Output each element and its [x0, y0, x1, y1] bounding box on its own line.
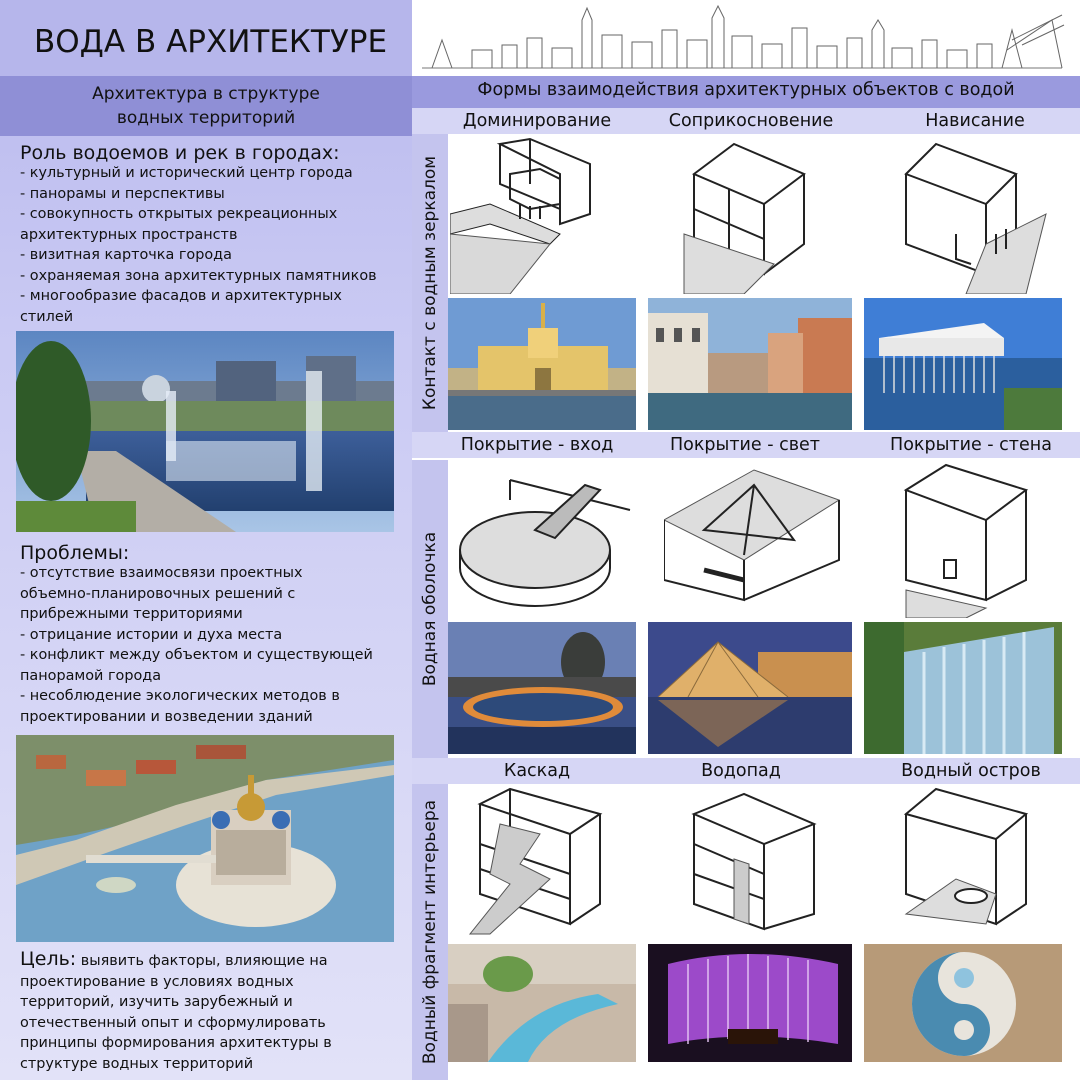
row1-side-strip	[412, 134, 448, 432]
goal-line: структуре водных территорий	[20, 1055, 254, 1072]
forms-header: Формы взаимодействия архитектурных объектов с водой	[477, 80, 1015, 100]
church-island-photo	[16, 735, 394, 942]
page-title: ВОДА В АРХИТЕКТУРЕ	[34, 24, 388, 60]
sketch-dominance	[450, 134, 640, 294]
sketch-cover-light	[664, 460, 854, 618]
fountain-photo	[16, 331, 394, 532]
column-label-cover-entrance: Покрытие - вход	[460, 435, 614, 455]
problem-item: проектировании и возведении зданий	[20, 708, 313, 725]
row3-side-strip	[412, 784, 448, 1080]
mall-cascade-photo	[448, 944, 636, 1062]
problem-item: - несоблюдение экологических методов в	[20, 688, 340, 704]
sketch-cover-wall	[876, 460, 1066, 618]
role-item: - визитная карточка города	[20, 247, 232, 263]
column-label-water-island: Водный остров	[901, 761, 1041, 781]
role-item: - многообразие фасадов и архитектурных	[20, 288, 342, 304]
louvre-pyramid-photo	[648, 622, 852, 754]
column-label-cover-wall: Покрытие - стена	[890, 435, 1052, 455]
sketch-water-island	[876, 784, 1066, 939]
goal-line: проектирование в условиях водных	[20, 973, 294, 990]
problem-item: панорамой города	[20, 667, 162, 684]
water-wall-photo	[864, 622, 1062, 754]
role-item: - культурный и исторический центр города	[20, 165, 353, 181]
column-label-cover-light: Покрытие - свет	[669, 435, 821, 455]
role-item: - панорамы и перспективы	[20, 185, 225, 202]
goal-first-line-text: выявить факторы, влияющие на	[76, 953, 328, 969]
problem-item: - отсутствие взаимосвязи проектных	[20, 565, 303, 581]
overhang-pavilion-photo	[864, 298, 1062, 430]
column-label-cascade: Каскад	[503, 761, 571, 781]
fountain-plaza-photo	[448, 622, 636, 754]
sketch-overhang	[876, 134, 1066, 294]
goal-label: Цель:	[20, 948, 77, 970]
admiralty-photo	[448, 298, 636, 430]
row3-side-label: Водный фрагмент интерьера	[420, 799, 441, 1065]
problem-item: - отрицание истории и духа места	[20, 626, 283, 643]
left-subtitle-line-1: Архитектура в структуре	[92, 84, 320, 104]
sketch-contact	[664, 134, 854, 294]
problem-item: объемно-планировочных решений с	[20, 585, 296, 602]
venice-photo	[648, 298, 852, 430]
goal-line: отечественный опыт и сформулировать	[20, 1014, 326, 1031]
problem-item: прибрежными территориями	[20, 606, 243, 622]
goal-line: территорий, изучить зарубежный и	[20, 994, 293, 1010]
bubble-wall-photo	[648, 944, 852, 1062]
column-label-overhang: Нависание	[925, 111, 1025, 131]
problems-heading: Проблемы:	[20, 542, 130, 564]
row2-side-strip	[412, 460, 448, 758]
row2-side-label: Водная оболочка	[420, 531, 441, 687]
role-item: - охраняемая зона архитектурных памятников	[20, 267, 377, 284]
row1-side-label: Контакт с водным зеркалом	[420, 155, 440, 411]
role-item: - совокупность открытых рекреационных	[20, 206, 338, 222]
role-heading: Роль водоемов и рек в городах:	[20, 142, 340, 164]
role-item: архитектурных пространств	[20, 226, 238, 243]
role-item: стилей	[20, 308, 74, 325]
skyline-sketch	[412, 0, 1080, 76]
problems-list	[20, 563, 406, 727]
goal-first-line	[20, 949, 410, 972]
column-label-dominance: Доминирование	[462, 111, 612, 131]
left-subtitle-line-2: водных территорий	[116, 108, 296, 128]
column-label-contact: Соприкосновение	[668, 111, 834, 131]
left-subtitle	[0, 82, 412, 130]
problem-item: - конфликт между объектом и существующей	[20, 647, 373, 663]
column-label-waterfall: Водопад	[701, 761, 781, 781]
yin-yang-pool-photo	[864, 944, 1062, 1062]
sketch-waterfall	[664, 784, 854, 939]
role-list	[20, 163, 406, 327]
sketch-cover-entrance	[450, 460, 640, 618]
goal-line: принципы формирования архитектуры в	[20, 1035, 332, 1051]
goal-block	[20, 949, 410, 1074]
sketch-cascade	[450, 784, 640, 939]
